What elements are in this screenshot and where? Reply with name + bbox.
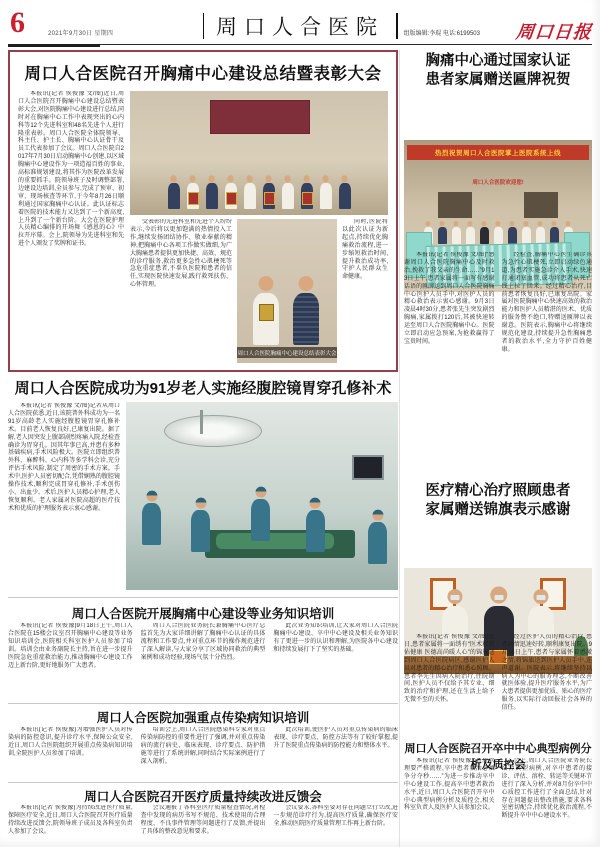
editor-info: 组版编辑:李琨 电话:6199503 <box>403 31 480 37</box>
person-figure <box>293 293 319 345</box>
article-divider <box>8 703 398 704</box>
welcome-sign: 周口人合医院欢迎您! <box>472 180 524 186</box>
right3-headline: 周口人合医院召开卒中中心典型病例分析及质控会 <box>404 743 592 771</box>
person-figure <box>225 183 237 209</box>
article3-column1: 本报讯(记者 侯俊豫)9月18日上午,周口人合医院在15楼会议室召开胸痛中心建设等业务知识培训会,医院相关科室医护人员参加了培训。培训会由业务副院长主持,旨在进一步提升医院急危重症救治能力,推动胸痛中心建设工作迈上新台阶,更好地服务广大患者。 <box>8 623 133 669</box>
right1-headline-line1: 胸痛中心通过国家认证 <box>425 53 571 69</box>
photo-caption: 周口人合医院胸痛中心建设总结表彰大会 <box>237 347 337 358</box>
article4-column2: 培训会上,周口人合医院感染科专家对重点传染病防控的重要性进行了强调,并对重点传染病的流行病史、临床表现、诊疗要点、防护措施等进行了系统讲解,同时结合实际案例进行了深入剖析。 <box>140 727 266 765</box>
article5-headline: 周口人合医院召开医疗质量持续改进反馈会 <box>84 790 322 804</box>
photo-two-honorees <box>237 219 337 363</box>
right2-column2: 经过医护人员的精心治疗,患者病情迅速好转,顺利康复出院。9月16日上午,患者与家属怀着感激之情,将锦旗送到医护人员手中,连声道谢。医院表示,将继续坚持以病人为中心的服务理念,不断改善就医体验,提升医疗服务水平,为广大患者提供更加优质、贴心的医疗服务,以实际行动回报社会各界的信任。 <box>501 634 592 712</box>
person-figure <box>244 183 256 209</box>
page-date: 2021年9月30日 星期四 <box>48 31 114 37</box>
newspaper-masthead: 周口日报 <box>514 22 593 43</box>
right3-column1: 本报讯(记者 侯俊豫)“查房管理要严格流程,卒中患者救治必须争分夺秒……”为进一步推动卒中中心建设工作,提高卒中患者救治水平,近日,周口人合医院召开卒中中心典型病例分析及质控会,相关科室负责人及医护人员参加会议。 <box>404 758 495 812</box>
person-figure <box>206 183 218 209</box>
right2-headline <box>404 482 592 520</box>
column-divider <box>399 50 400 847</box>
article-divider <box>8 597 398 598</box>
person-figure <box>494 227 503 244</box>
person-figure <box>168 183 180 209</box>
celebration-banner: 热烈祝贺周口人合医院掌上医院系统上线 <box>407 145 589 160</box>
award-plaque <box>226 192 237 205</box>
person-figure <box>480 227 489 244</box>
surgeon-figure <box>251 499 270 541</box>
article3-column2: 周口人合医院业务院长兼胸痛中心医疗总监首先为大家详细讲解了胸痛中心认证的具体流程和工作要点,并对重点环节的操作规范进行了深入解读,与大家分享了区域协同救治的典型案例和成功经验,现场气氛十分热烈。 <box>140 623 266 661</box>
right1-headline <box>404 52 592 90</box>
surgeon-figure <box>142 503 161 545</box>
person-figure <box>301 183 313 209</box>
right2-column1: 本报讯(记者 侯俊豫 文/图)近日,患者家属将一面绣有“医术精湛佑健康 医德高尚暖人心”的锦旗送到周口人合医院病区,感谢医护人员对患者的精心治疗和悉心照顾。患者李先生因病入院治疗,住院期间,医护人员不仅给予其专业、细致的治疗和护理,还在生活上给予无微不至的关怀。 <box>404 634 495 704</box>
article5-column1: 本报讯(记者 侯俊豫)为持续改进医疗质量,保障医疗安全,近日,周口人合医院召开医疗质量持续改进反馈会,院领导班子成员及各科室负责人参加了会议。 <box>8 805 133 835</box>
article3-body <box>8 623 398 699</box>
award-plaque <box>264 192 275 205</box>
person-figure <box>452 227 461 244</box>
photo-award-ceremony <box>130 91 388 215</box>
article1-lower-row <box>130 219 388 363</box>
right1-body <box>404 252 592 478</box>
right3-body <box>404 758 592 846</box>
article1-right-area <box>130 91 388 363</box>
surgical-lamp <box>164 415 262 447</box>
right2-body <box>404 634 592 734</box>
header-rule <box>8 44 100 47</box>
person-figure <box>438 227 447 244</box>
person-figure <box>550 227 559 244</box>
person-figure <box>282 183 294 209</box>
page-header <box>8 6 593 45</box>
title-bar-right <box>396 13 398 39</box>
person-figure <box>536 227 545 244</box>
title-bar-left <box>203 13 205 39</box>
right-column <box>404 48 592 847</box>
surgeon-figure <box>191 510 210 552</box>
person-figure <box>522 227 531 244</box>
gold-plaque <box>259 304 274 321</box>
building-door <box>438 192 472 218</box>
person-figure <box>508 227 517 244</box>
right1-column1: 本报讯(记者 侯俊豫 文/图)“感谢周口人合医院胸痛中心及时救治,挽救了我父亲的生命……”9月13日上午,患者家属将一面写有感谢话语的匾牌送到周口人合医院胸痛中心医护人员手中,对医护人员的精心救治表示衷心感谢。9月3日凌晨4时30分,患者张先生突发剧烈胸痛,家属拨打120后,其被快速转运至周口人合医院胸痛中心。医院立即启动应急预案,为抢救赢得了宝贵时间。 <box>404 252 495 345</box>
section-title: 周口人合医院 <box>216 16 384 39</box>
vital-monitor <box>352 455 384 480</box>
surgeon-figure <box>306 510 325 552</box>
person-figure <box>339 183 351 209</box>
article1-column3: 同时,医院将以此次认证为新起点,持续优化胸痛救治流程,进一步缩短救治时间,提升救治成功率,守护人民群众生命健康。 <box>342 219 388 281</box>
article1-column2: 受表彰的先进科室和先进个人纷纷表示,今后将以更加饱满的热情投入工作,继续发扬团结协作、敬业奉献的精神,把胸痛中心各项工作做实做细,为广大胸痛患者提供更加快捷、高效、规范的诊疗服务,救治更多急性心肌梗死等急危重症患者,不辜负医院和患者的信任,实现医院快速发展,践行救死扶伤、心怀管理。 <box>130 219 232 289</box>
article5-column3: 会议要求,各科室要对存在问题立行立改,进一步规范诊疗行为,提高医疗质量,确保医疗安全,推动医院医疗质量管理工作再上新台阶。 <box>273 805 399 827</box>
article1-body <box>18 91 388 363</box>
photo-laparoscopic-surgery <box>126 402 398 590</box>
person-figure <box>187 183 199 209</box>
award-plaque <box>188 192 199 205</box>
article2-headline: 周口人合医院成功为91岁老人实施经腹腔镜胃穿孔修补术 <box>14 380 392 397</box>
article5-column2: 会议通报了各科室医疗质量检查情况,对检查中发现的病历书写不规范、技术使用的合理程度、不良事件管理等问题进行了反馈,并提出了具体的整改意见和要求。 <box>140 805 266 835</box>
article-divider <box>8 782 398 783</box>
article5-body <box>8 805 398 847</box>
article-chest-pain-summary <box>8 50 398 372</box>
page-number: 6 <box>10 6 25 39</box>
person-figure <box>320 183 332 209</box>
right2-headline-line2: 家属赠送锦旗表示感谢 <box>425 501 571 518</box>
lamp-arm <box>200 410 203 434</box>
people-row <box>130 183 388 209</box>
building-door <box>524 192 558 218</box>
article4-column3: 此次培训,使医护人员对重点传染病的临床表现、诊疗要点、防控方法等有了较好掌握,提升了医院重点传染病的防控能力和整体水平。 <box>273 727 399 749</box>
right2-headline-line1: 医疗精心治疗照顾患者 <box>425 483 571 499</box>
projection-screen <box>210 100 310 134</box>
right1-headline-line2: 患者家属赠送匾牌祝贺 <box>425 71 571 88</box>
article4-body <box>8 727 398 779</box>
article3-column3: 此次业务知识培训,让大家对周口人合医院胸痛中心建设、卒中中心建设及相关业务知识有了更进一步的认识和理解,为医院各中心建设和持续发展打下了坚实的基础。 <box>273 623 399 653</box>
article3-headline: 周口人合医院开展胸痛中心建设等业务知识培训 <box>71 607 335 621</box>
surgeon-figure <box>368 522 387 564</box>
article4-column1: 本报讯(记者 侯俊豫)为增强医护人员对传染病的防控意识,提升诊疗水平,保障公众安全,近日,周口人合医院组织开展重点传染病知识培训,全院医护人员参加了培训。 <box>8 727 133 757</box>
section-title-wrap <box>8 10 592 42</box>
article1-column1: 本报讯(记者 侯俊豫 文/图)近日,周口人合医院召开胸痛中心建设总结暨表彰大会,对医院胸痛中心建设进行总结,同时对在胸痛中心工作中表现突出的心内科等12个先进科室和48名先进个人进行隆重表彰。周口人合医院全体院领导、科主任、护士长、胸痛中心认证骨干及员工代表参加了会议。周口人合医院自2017年7月30日启动胸痛中心创建,以区域胸痛中心建设作为一项造福百姓的事业,高标准规划建设,将其作为医院改革发展的重要抓手。院领导班子及时调整部署,边建设边培训,全员参与,完成了预审、初审、现场核查等环节,于今年8月26日顺利通过国家胸痛中心认证。此认证标志着医院的技术能力又达到了一个新高度,上升到了一个新台阶。大会在医院护理人员精心编排的开场舞《感恩的心》中拉开序幕。会上,院领导为先进科室和先进个人颁发了奖牌和证书。 <box>18 91 124 248</box>
article1-headline: 周口人合医院召开胸痛中心建设总结暨表彰大会 <box>24 65 382 83</box>
right1-column2: 经检查,胸痛中心医生确诊其为急性心肌梗死,立即启动绿色通道,为患者实施急诊介入手术,快速打通闭塞血管,成功将患者从死亡线上拉了回来。经过精心治疗,目前患者恢复良好,已康复出院。家属对医院胸痛中心快速高效的救治能力和医护人员精湛的医术、优质的服务赞不绝口,特赠送匾牌以表谢意。医院表示,胸痛中心将继续规范化建设,持续提升急性胸痛患者的救治水平,全力守护百姓健康。 <box>501 252 592 353</box>
article4-headline: 周口人合医院加强重点传染病知识培训 <box>96 711 310 725</box>
article2-column1: 本报讯(记者 侯俊豫 文/图)记者从周口人合医院获悉,近日,该院普外科成功为一名91岁高龄老人实施经腹腔镜胃穿孔修补术。目前老人恢复良好,已康复出院。据了解,老人因突发上腹部剧烈疼痛入院,经检查确诊为胃穿孔。因其年事已高,并患有多种基础疾病,手术风险极大。医院立即组织普外科、麻醉科、心内科等多学科会诊,充分评估手术风险,制定了周密的手术方案。手术中,医护人员密切配合,凭借娴熟的腹腔镜操作技术,顺利完成胃穿孔修补,手术创伤小、出血少。术后,医护人员精心护理,老人恢复顺利。老人家属对医院高超的医疗技术和优质的护理服务表示衷心感谢。 <box>8 403 120 512</box>
right3-column2: 会上,周口人合医院业务院长结合典型病例,对卒中患者的接诊、评估、溶栓、转运等关键环节进行了深入分析,并对8月份卒中中心质控工作进行了全面总结,针对存在问题提出整改措施,要求各科室密切配合,持续优化救治流程,不断提升卒中中心建设水平。 <box>501 758 592 820</box>
person-figure <box>466 227 475 244</box>
award-plaque <box>302 192 313 205</box>
person-figure <box>263 183 275 209</box>
